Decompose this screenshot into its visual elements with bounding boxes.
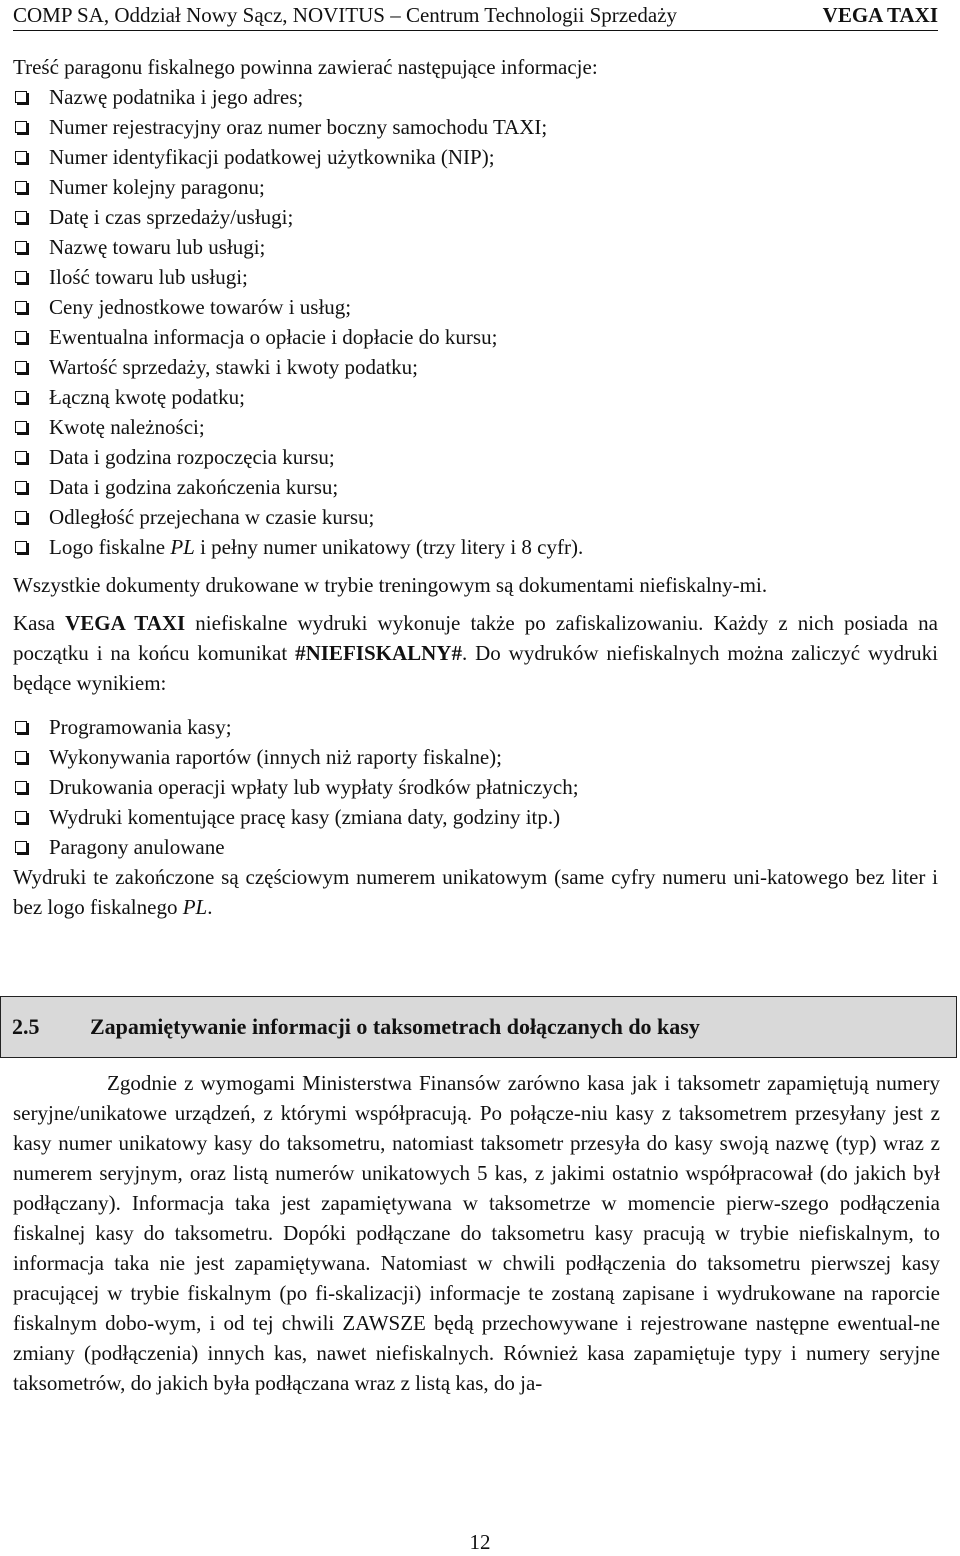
checkbox-icon [15,151,27,163]
list-item: Numer kolejny paragonu; [13,172,938,202]
list-item: Kwotę należności; [13,412,938,442]
list-item: Paragony anulowane [13,832,938,862]
list-item: Datę i czas sprzedaży/usługi; [13,202,938,232]
page-content [13,52,938,922]
list-item: Wydruki komentujące pracę kasy (zmiana daty, godziny itp.) [13,802,938,832]
checkbox-icon [15,511,27,523]
list-item: Ewentualna informacja o opłacie i dopłacie do kursu; [13,322,938,352]
header-product: VEGA TAXI [822,2,938,27]
checkbox-icon [15,211,27,223]
list-item: Odległość przejechana w czasie kursu; [13,502,938,532]
page-number: 12 [469,1530,491,1554]
checkbox-icon [15,301,27,313]
nonfiscal-paragraph: Kasa VEGA TAXI niefiskalne wydruki wykonuje także po zafiskalizowaniu. Każdy z nich posiada na początku i na końcu komunikat #NIEFISKALNY#. Do wydruków niefiskalnych można zaliczyć wydruki będące wynikiem: [13,611,938,695]
checkbox-icon [15,481,27,493]
checkbox-icon [15,451,27,463]
section-number: 2.5 [12,1014,40,1039]
checkbox-icon [15,841,27,853]
checkbox-icon [15,331,27,343]
ending-paragraph: Wydruki te zakończone są częściowym numerem unikatowym (same cyfry numeru uni-katowego bez liter i bez logo fiskalnego PL. [13,865,938,919]
list-item: Data i godzina zakończenia kursu; [13,472,938,502]
section-heading [0,996,957,1058]
list-item: Numer rejestracyjny oraz numer boczny samochodu TAXI; [13,112,938,142]
list-item: Ceny jednostkowe towarów i usług; [13,292,938,322]
checkbox-icon [15,121,27,133]
checkbox-icon [15,721,27,733]
section-body [13,1068,940,1398]
list-item: Numer identyfikacji podatkowej użytkownika (NIP); [13,142,938,172]
list-item: Wartość sprzedaży, stawki i kwoty podatku; [13,352,938,382]
checkbox-icon [15,361,27,373]
receipt-checklist [13,82,938,562]
checkbox-icon [15,751,27,763]
checkbox-icon [15,781,27,793]
checkbox-icon [15,271,27,283]
receipt-intro: Treść paragonu fiskalnego powinna zawierać następujące informacje: [13,55,598,79]
checkbox-icon [15,811,27,823]
checkbox-icon [15,421,27,433]
list-item: Data i godzina rozpoczęcia kursu; [13,442,938,472]
checkbox-icon [15,541,27,553]
list-item: Ilość towaru lub usługi; [13,262,938,292]
list-item: Drukowania operacji wpłaty lub wypłaty środków płatniczych; [13,772,938,802]
list-item: Nazwę towaru lub usługi; [13,232,938,262]
header-company: COMP SA, Oddział Nowy Sącz, NOVITUS – Centrum Technologii Sprzedaży [13,2,678,27]
checkbox-icon [15,391,27,403]
section-body-text: Zgodnie z wymogami Ministerstwa Finansów zarówno kasa jak i taksometr zapamiętują numery seryjne/unikatowe urządzeń, z którymi współpracują. Po połącze-niu kasy z taksometrem przesyłany jest z kasy numer unikatowy kasy do taksometru, natomiast taksometr przesyła do kasy swoją nazwę (typ) wraz z numerem seryjnym, oraz listą numerów unikatowych 5 kas, z jakimi ostatnio współpracował (do jakich był podłączany). Informacja taka jest zapamiętywana w taksometrze w momencie pierw-szego podłączenia fiskalnej kasy do taksometru. Dopóki podłączane do taksometru kasy pracują w trybie niefiskalnym, to informacja taka nie jest zapamiętywana. Natomiast w chwili podłączenia do taksometru pierwszej kasy pracującej w trybie fiskalnym (po fi-skalizacji) informacje te zostaną zapisane i wydrukowane na raporcie fiskalnym dobo-wym, i od tej chwili ZAWSZE będą przechowywane i rejestrowane następne ewentual-ne zmiany (podłączenia) innych kas, nawet niefiskalnych. Również kasa zapamiętuje typy i numery seryjne taksometrów, do jakich była podłączana wraz z listą kas, do ja- [13,1071,940,1395]
section-title: Zapamiętywanie informacji o taksometrach dołączanych do kasy [90,1014,700,1039]
list-item: Logo fiskalne PL i pełny numer unikatowy (trzy litery i 8 cyfr). [13,532,938,562]
page-header [13,0,938,31]
list-item: Programowania kasy; [13,712,938,742]
training-mode-paragraph: Wszystkie dokumenty drukowane w trybie treningowym są dokumentami niefiskalny-mi. [13,573,768,597]
checkbox-icon [15,181,27,193]
nonfiscal-checklist [13,712,938,862]
list-item: Nazwę podatnika i jego adres; [13,82,938,112]
list-item: Łączną kwotę podatku; [13,382,938,412]
checkbox-icon [15,241,27,253]
list-item: Wykonywania raportów (innych niż raporty fiskalne); [13,742,938,772]
checkbox-icon [15,91,27,103]
